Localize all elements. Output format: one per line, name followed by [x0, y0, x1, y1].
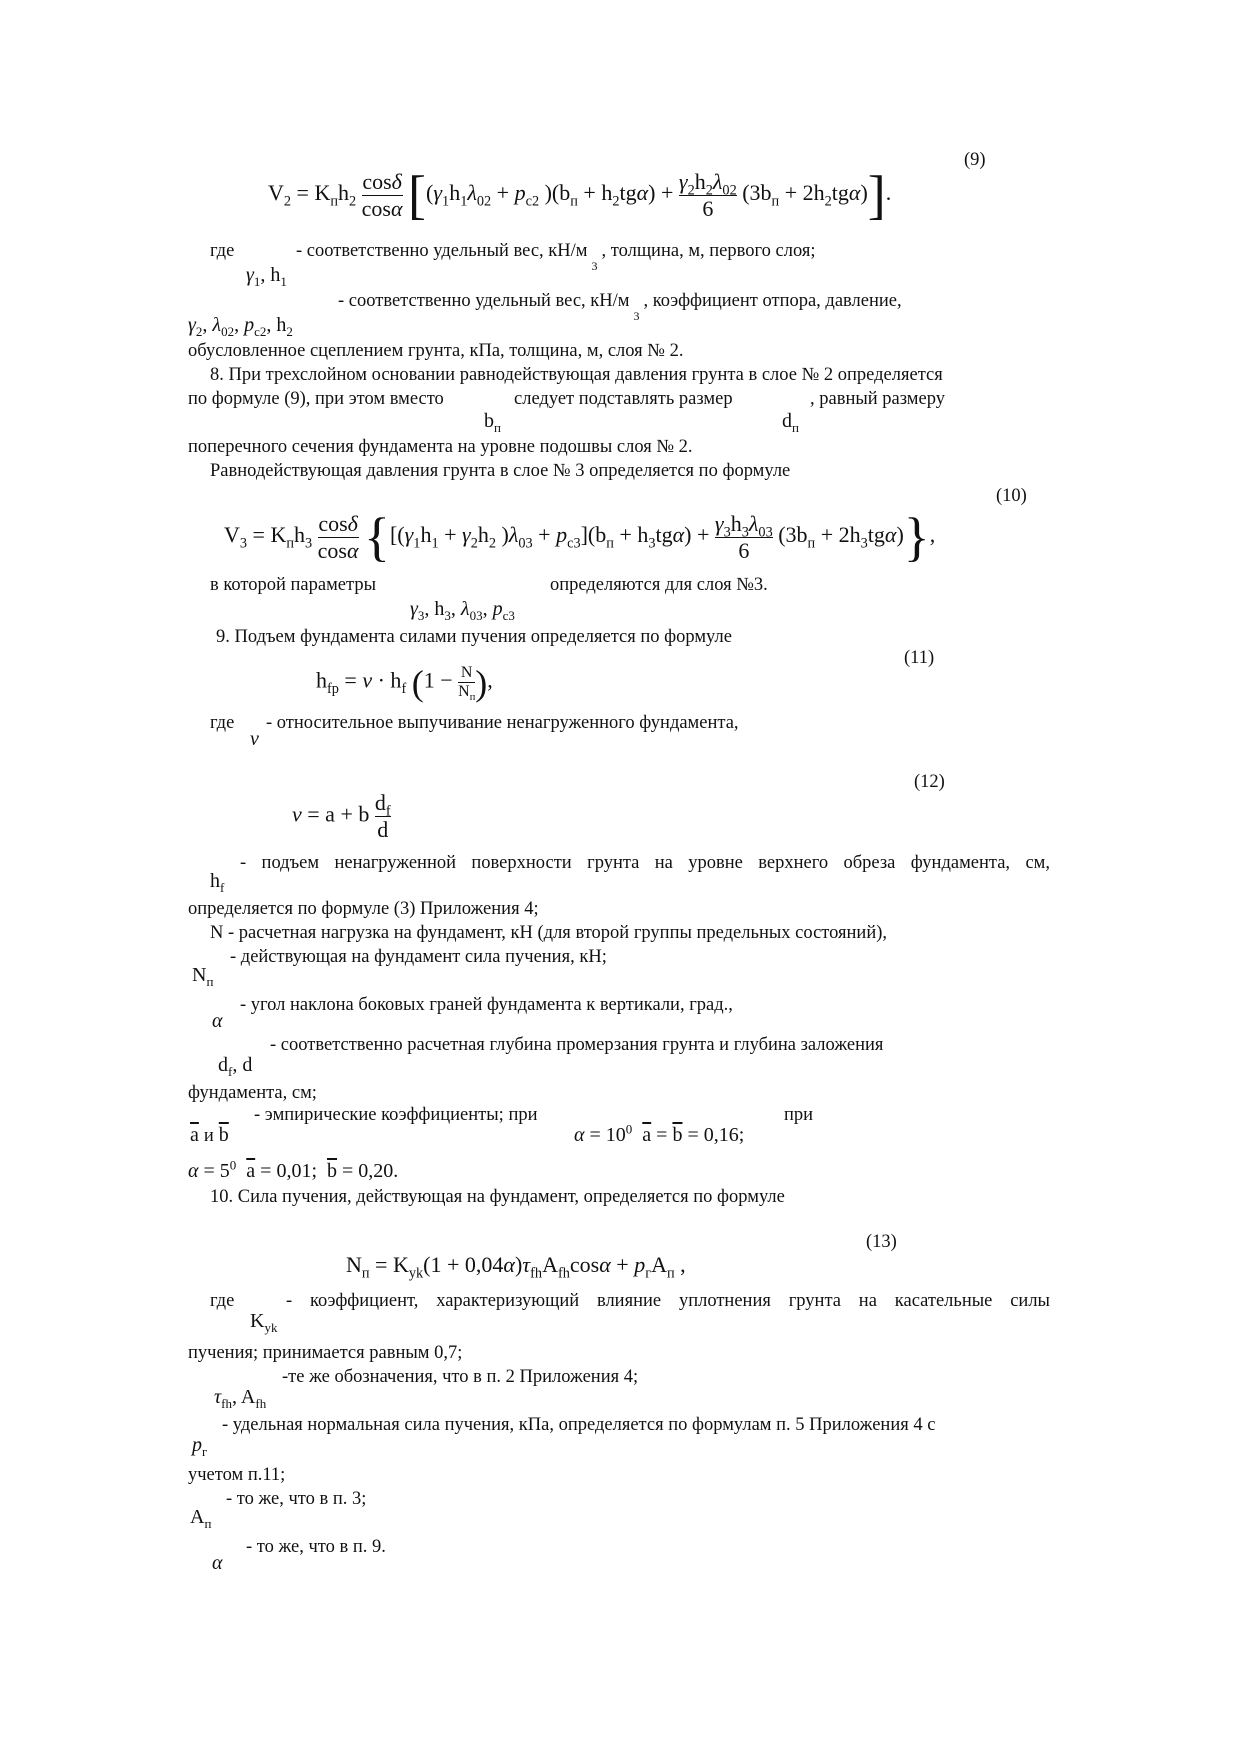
symbol-gamma2-group: $\gamma_2$, $\lambda_{02}$, $p_{c2}$, $h_2$ — [188, 314, 293, 339]
symbol-alpha-2: α — [212, 1552, 223, 1574]
ab-text: - эмпирические коэффициенты; при — [254, 1105, 538, 1125]
formula-9: $V_2 = K_пh_2$ $\frac{\cos\delta}{\cos\alpha}$ [($\gamma_1h_1\lambda_{02} + p_{c2}$ )$(b_п + h_2tg\alpha)$ + $\frac{\gamma_2h_2\lambda_{02}}{6}$ $(3b_п + 2h_2tg\alpha)$]. — [268, 165, 892, 225]
alpha-text: - угол наклона боковых граней фундамента к вертикали, град., — [240, 995, 733, 1015]
condition-alpha10: $\alpha = 10^0$ $\overline{a} = \overline{b} = 0,16$; — [574, 1121, 745, 1146]
symbol-dp: $d_п$ — [782, 410, 799, 435]
formula-number-11: (11) — [904, 648, 935, 668]
kyk-text: - коэффициент, характеризующий влияние уплотнения грунта на касательные силы — [286, 1291, 1050, 1311]
p8-line1: 8. При трехслойном основании равнодействующая давления грунта в слое № 2 определяется — [210, 365, 943, 385]
p8-line2b: следует подставлять размер — [514, 389, 733, 409]
symbol-tau-A: $\tau_{fh}$, $A_{fh}$ — [214, 1386, 267, 1411]
ab-pri: при — [784, 1105, 814, 1125]
where-label-1: где — [210, 241, 235, 261]
formula-number-9: (9) — [964, 150, 986, 170]
hf-text2: определяется по формуле (3) Приложения 4; — [188, 899, 539, 919]
p9-nu-text: - относительное выпучивание ненагруженного фундамента, — [266, 713, 739, 733]
p10-where-a: в которой параметры — [210, 575, 377, 595]
formula-number-13: (13) — [866, 1232, 897, 1252]
p10-where-b: определяются для слоя №3. — [550, 575, 768, 595]
symbol-df-d: $d_f$, d — [218, 1054, 253, 1079]
formula-10: $V_3 = K_пh_3$ $\frac{\cos\delta}{\cos\alpha}$ {[($\gamma_1h_1 + \gamma_2h_2$ )$\lambda_{03} + p_{c3}](b_п + h_3tg\alpha)$ + $\frac{\gamma_3h_3\lambda_{03}}{6}$ $(3b_п + 2h_3tg\alpha)$}, — [224, 507, 936, 567]
symbol-bp: $b_п$ — [484, 410, 501, 435]
formula-13: $N_п = K_{yk}(1 + 0,04\alpha)\tau_{fh}A_{fh}\cos\alpha + p_гA_п$ , — [346, 1252, 686, 1282]
symbol-hf: $h_f$ — [210, 870, 225, 895]
symbol-gamma3-group: $\gamma_3$, $h_3$, $\lambda_{03}$, $p_{c3}$ — [410, 598, 515, 623]
p13-where: где — [210, 1291, 235, 1311]
hf-text: - подъем ненагруженной поверхности грунта на уровне верхнего обреза фундамента, см, — [240, 853, 1050, 873]
df-text2: фундамента, см; — [188, 1083, 317, 1103]
gamma2-text: - соответственно удельный вес, $кН/м_3$, коэффициент отпора, давление, — [338, 291, 902, 323]
Ap-text: - то же, что в п. 3; — [226, 1489, 367, 1509]
p8-line2c: , равный размеру — [810, 389, 945, 409]
p8-line4: Равнодействующая давления грунта в слое № 3 определяется по формуле — [210, 461, 791, 481]
p8-line3: поперечного сечения фундамента на уровне подошвы слоя № 2. — [188, 437, 693, 457]
symbol-a-and-b: $\overline{a}$ и $\overline{b}$ — [190, 1124, 229, 1146]
where-1-text: - соответственно удельный вес, $кН/м_3$, толщина, м, первого слоя; — [296, 241, 816, 273]
p9-title: 9. Подъем фундамента силами пучения определяется по формуле — [216, 627, 732, 647]
symbol-Ap: $A_п$ — [190, 1506, 212, 1531]
alpha2-text: - то же, что в п. 9. — [246, 1537, 386, 1557]
symbol-Np: $N_п$ — [192, 964, 214, 989]
df-text: - соответственно расчетная глубина промерзания грунта и глубина заложения — [270, 1035, 884, 1055]
formula-number-10: (10) — [996, 486, 1027, 506]
cohesion-line: обусловленное сцеплением грунта, кПа, толщина, м, слоя № 2. — [188, 341, 684, 361]
formula-11: $h_{fp} = \nu \cdot h_f$ (1 − N $N_п$ ), — [316, 662, 493, 704]
p9-where: где — [210, 713, 235, 733]
kyk-text2: пучения; принимается равным 0,7; — [188, 1343, 463, 1363]
p8-line2a: по формуле (9), при этом вместо — [188, 389, 444, 409]
N-text: N - расчетная нагрузка на фундамент, кН (для второй группы предельных состояний), — [210, 923, 888, 943]
symbol-pr: $p_г$ — [192, 1434, 208, 1459]
symbol-alpha: α — [212, 1010, 223, 1032]
symbol-Kyk: $K_{yk}$ — [250, 1310, 278, 1335]
symbol-gamma1-h1: $\gamma_1$, $h_1$ — [246, 264, 287, 289]
pr-text: - удельная нормальная сила пучения, кПа, определяется по формулам п. 5 Приложения 4 с — [222, 1415, 936, 1435]
formula-number-12: (12) — [914, 772, 945, 792]
pr-text2: учетом п.11; — [188, 1465, 286, 1485]
symbol-nu: ν — [250, 728, 259, 750]
condition-alpha5: $\alpha = 5^0$ $\overline{a} = 0,01$; $\overline{b} = 0,20$. — [188, 1157, 399, 1182]
p10-title: 10. Сила пучения, действующая на фундамент, определяется по формуле — [210, 1187, 785, 1207]
formula-12: ν = a + b $\frac{d_f}{d}$ — [292, 790, 391, 842]
tau-text: -те же обозначения, что в п. 2 Приложения 4; — [282, 1367, 639, 1387]
Np-text: - действующая на фундамент сила пучения, кН; — [230, 947, 607, 967]
